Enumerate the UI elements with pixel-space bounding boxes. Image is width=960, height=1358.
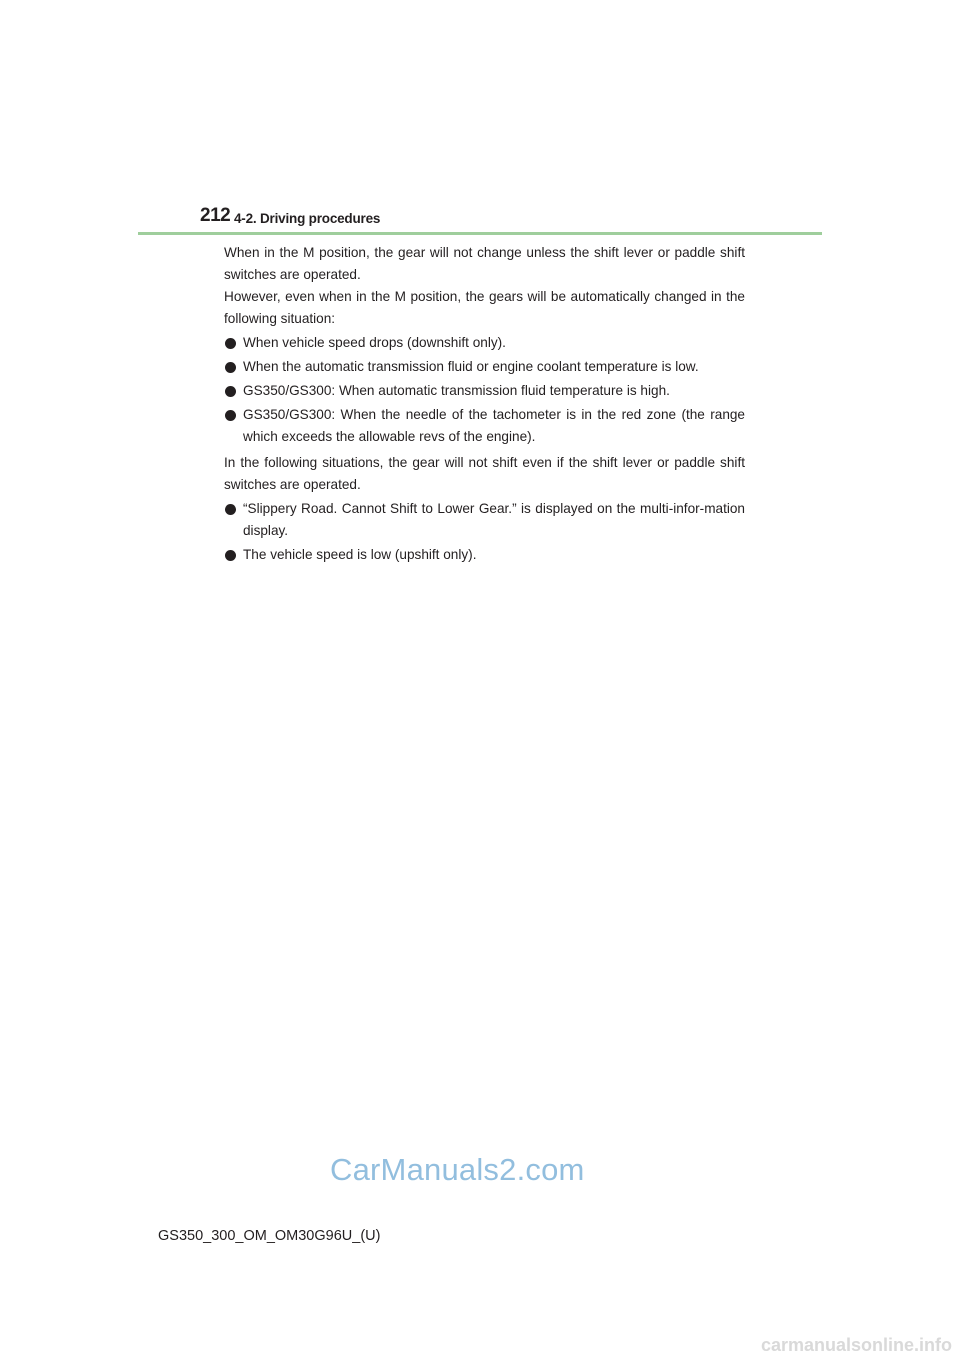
auto-change-list: [224, 332, 745, 448]
list-item: [224, 544, 745, 566]
bullet-icon: [225, 338, 236, 349]
document-code: GS350_300_OM_OM30G96U_(U): [158, 1228, 381, 1244]
intro-paragraph-2: However, even when in the M position, the gears will be automatically changed in the following situation:: [224, 289, 745, 326]
list-item: [224, 356, 745, 378]
list-item-text: The vehicle speed is low (upshift only).: [243, 547, 477, 562]
bullet-icon: [225, 550, 236, 561]
list-item: [224, 332, 745, 354]
bullet-icon: [225, 410, 236, 421]
header-divider: [138, 232, 822, 235]
manual-body: [224, 242, 745, 566]
carmanuals-watermark: CarManuals2.com: [330, 1152, 585, 1187]
page-number: 212: [200, 205, 231, 226]
intro-paragraph-1: When in the M position, the gear will not change unless the shift lever or paddle shift switches are operated.: [224, 245, 745, 282]
bullet-icon: [225, 386, 236, 397]
section-title: 4-2. Driving procedures: [234, 211, 381, 226]
list-item-text: “Slippery Road. Cannot Shift to Lower Gear.” is displayed on the multi-infor-mation display.: [243, 501, 745, 538]
site-watermark: carmanualsonline.info: [760, 1335, 952, 1355]
no-shift-paragraph: In the following situations, the gear will not shift even if the shift lever or paddle shift switches are operated.: [224, 455, 745, 492]
bullet-icon: [225, 362, 236, 373]
list-item: [224, 404, 745, 448]
list-item: [224, 498, 745, 542]
bullet-icon: [225, 504, 236, 515]
list-item: [224, 380, 745, 402]
list-item-text: When the automatic transmission fluid or engine coolant temperature is low.: [243, 359, 699, 374]
no-shift-list: [224, 498, 745, 566]
list-item-text: GS350/GS300: When the needle of the tachometer is in the red zone (the range which exceeds the allowable revs of the engine).: [243, 407, 745, 444]
list-item-text: GS350/GS300: When automatic transmission fluid temperature is high.: [243, 383, 670, 398]
list-item-text: When vehicle speed drops (downshift only).: [243, 335, 506, 350]
page-header: [138, 200, 822, 236]
